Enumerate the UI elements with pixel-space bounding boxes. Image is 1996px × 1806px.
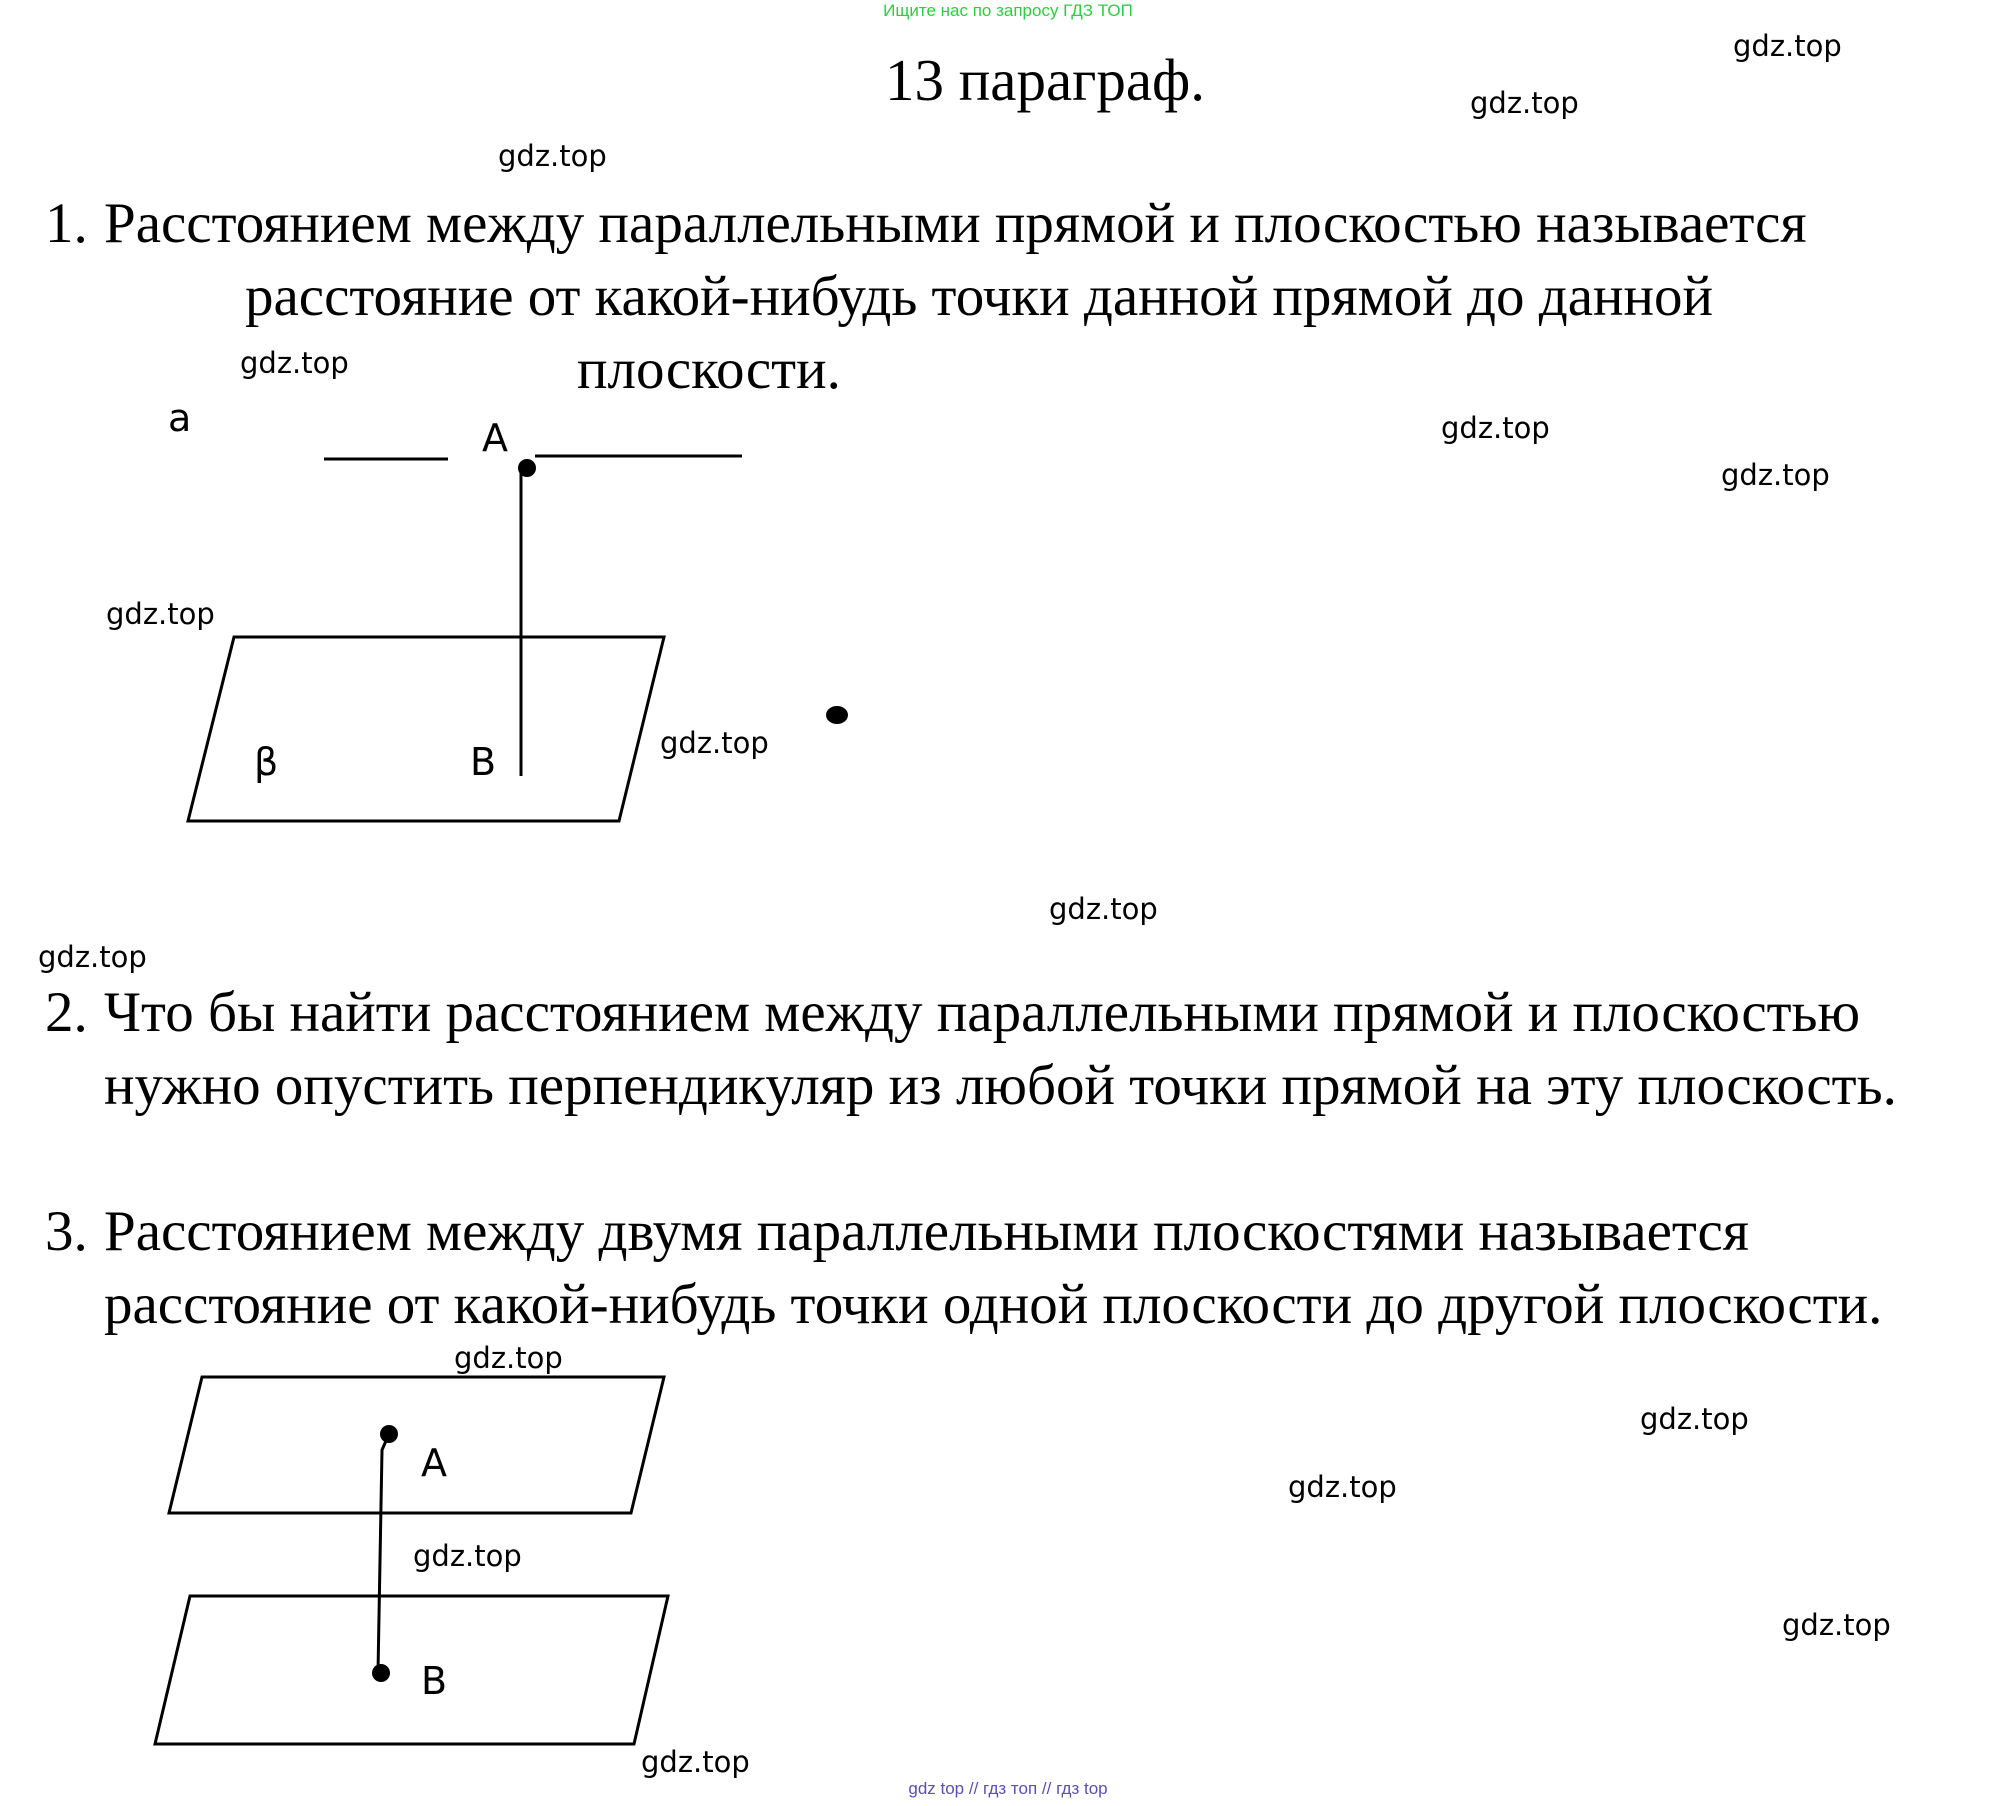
page-title: 13 параграф.	[884, 47, 1206, 113]
watermark: gdz.top	[240, 346, 349, 380]
point-a-label: A	[482, 416, 508, 460]
watermark: gdz.top	[1782, 1608, 1891, 1642]
line-a-label: a	[168, 396, 192, 440]
watermark: gdz.top	[1288, 1470, 1397, 1504]
watermark: gdz.top	[641, 1745, 750, 1779]
watermark: gdz.top	[38, 940, 147, 974]
footer-link-3[interactable]: гдз top	[1056, 1779, 1108, 1798]
watermark: gdz.top	[660, 726, 769, 760]
point-a	[380, 1425, 398, 1443]
item-2-number: 2.	[45, 981, 88, 1044]
watermark: gdz.top	[1049, 892, 1158, 926]
item-1-number: 1.	[45, 192, 88, 255]
footer-separator: //	[1041, 1779, 1052, 1798]
watermark: gdz.top	[454, 1341, 563, 1375]
watermark: gdz.top	[1733, 29, 1842, 63]
point-b-label: B	[470, 740, 497, 784]
watermark: gdz.top	[1441, 411, 1550, 445]
plane-top	[169, 1377, 664, 1513]
item-1-line-1: Расстоянием между параллельными прямой и плоскостью называется	[104, 192, 1807, 255]
item-3-line-2: расстояние от какой-нибудь точки одной плоскости до другой плоскости.	[104, 1273, 1883, 1336]
watermark: gdz.top	[1721, 458, 1830, 492]
footer-link-2[interactable]: гдз топ	[983, 1779, 1038, 1798]
item-2-line-1: Что бы найти расстоянием между параллельными прямой и плоскостью	[104, 981, 1861, 1044]
item-3-number: 3.	[45, 1200, 88, 1263]
item-1-line-3: плоскости.	[577, 338, 841, 401]
footer-separator: //	[968, 1779, 979, 1798]
footer-link-1[interactable]: gdz top	[908, 1779, 965, 1798]
watermark: gdz.top	[1470, 86, 1579, 120]
footer-links	[0, 1778, 1996, 1800]
point-a-label: A	[421, 1441, 447, 1485]
point-b	[372, 1664, 390, 1682]
item-1-line-2: расстояние от какой-нибудь точки данной прямой до данной	[245, 265, 1714, 328]
watermark: gdz.top	[498, 139, 607, 173]
watermark: gdz.top	[413, 1539, 522, 1573]
point-b-label: B	[421, 1659, 448, 1703]
watermark: gdz.top	[1640, 1402, 1749, 1436]
watermark: gdz.top	[106, 597, 215, 631]
perpendicular-ab	[378, 1434, 389, 1672]
plane-beta-label: β	[254, 740, 279, 784]
item-3-line-1: Расстоянием между двумя параллельными плоскостями называется	[104, 1200, 1750, 1263]
item-2-line-2: нужно опустить перпендикуляр из любой точки прямой на эту плоскость.	[104, 1054, 1897, 1117]
banner-text[interactable]: Ищите нас по запросу ГДЗ ТОП	[883, 1, 1133, 20]
plane-bottom	[155, 1596, 668, 1744]
